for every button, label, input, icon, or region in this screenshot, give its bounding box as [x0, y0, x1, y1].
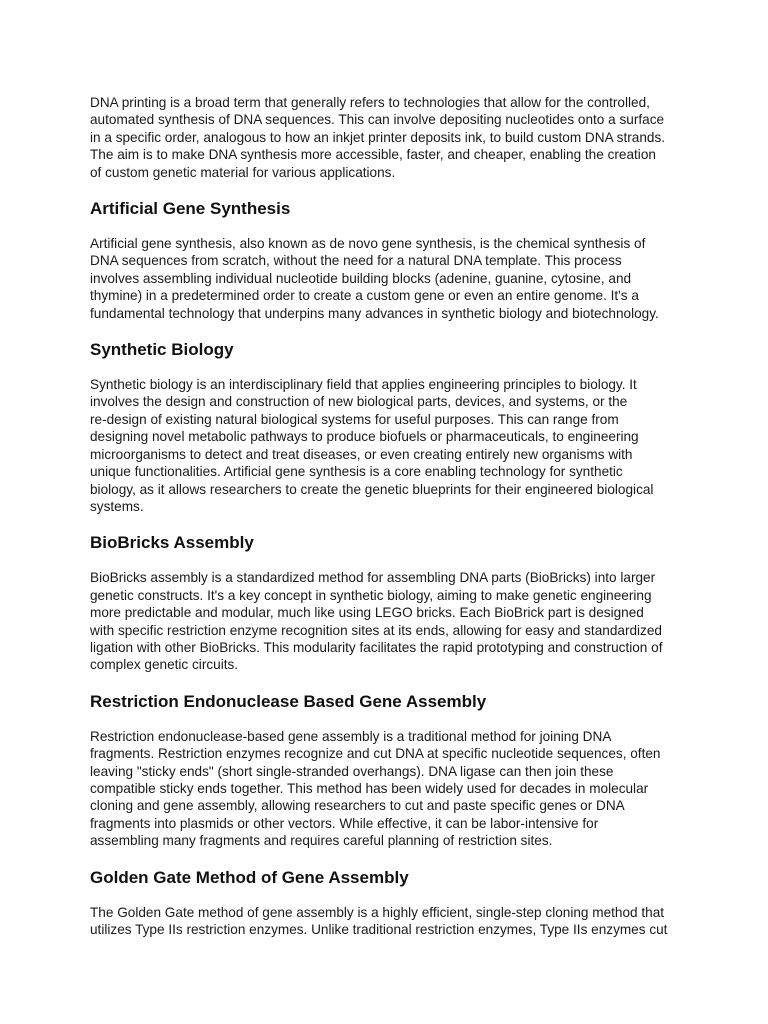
section-golden-gate: [90, 868, 680, 939]
section-heading: Restriction Endonuclease Based Gene Assembly: [90, 691, 487, 711]
section-paragraph: The Golden Gate method of gene assembly is a highly efficient, single-step cloning method that utilizes Type IIs restriction enzymes. Unlike traditional restriction enzymes, Type IIs enzymes cut: [90, 904, 668, 937]
section-restriction-endonuclease: [90, 692, 680, 850]
section-heading: Golden Gate Method of Gene Assembly: [90, 867, 409, 887]
section-heading: Synthetic Biology: [90, 340, 234, 360]
section-paragraph: Artificial gene synthesis, also known as de novo gene synthesis, is the chemical synthesis of DNA sequences from scratch, without the need for a natural DNA template. This process involves assembling individual nucleotide building blocks (adenine, guanine, cytosine, and thymine) in a predetermined order to create a custom gene or even an entire genome. It's a fundamental technology that underpins many advances in synthetic biology and biotechnology.: [90, 236, 659, 321]
section-heading: BioBricks Assembly: [90, 533, 254, 553]
section-paragraph: Synthetic biology is an interdisciplinary field that applies engineering principles to biology. It involves the design and construction of new biological parts, devices, and systems, or the re-design of existing natural biological systems for useful purposes. This can range from designing novel metabolic pathways to produce biofuels or pharmaceuticals, to engineering microorganisms to detect and treat diseases, or even creating entirely new organisms with unique functionalities. Artificial gene synthesis is a core enabling technology for synthetic biology, as it allows researchers to create the genetic blueprints for their engineered biological systems.: [90, 377, 654, 514]
section-artificial-gene-synthesis: [90, 199, 680, 322]
section-paragraph: BioBricks assembly is a standardized method for assembling DNA parts (BioBricks) into larger genetic constructs. It's a key concept in synthetic biology, aiming to make genetic engineering more predictable and modular, much like using LEGO bricks. Each BioBrick part is designed with specific restriction enzyme recognition sites at its ends, allowing for easy and standardized ligation with other BioBricks. This modularity facilitates the rapid prototyping and construction of complex genetic circuits.: [90, 570, 663, 673]
section-biobricks-assembly: [90, 533, 680, 673]
section-paragraph: Restriction endonuclease-based gene assembly is a traditional method for joining DNA fragments. Restriction enzymes recognize and cut DNA at specific nucleotide sequences, often leaving "sticky ends" (short single-stranded overhangs). DNA ligase can then join these compatible sticky ends together. This method has been widely used for decades in molecular cloning and gene assembly, allowing researchers to cut and paste specific genes or DNA fragments into plasmids or other vectors. While effective, it can be labor-intensive for assembling many fragments and requires careful planning of restriction sites.: [90, 728, 661, 849]
section-synthetic-biology: [90, 340, 680, 515]
intro-paragraph: DNA printing is a broad term that generally refers to technologies that allow for the controlled, automated synthesis of DNA sequences. This can involve depositing nucleotides onto a surface in a specific order, analogous to how an inkjet printer deposits ink, to build custom DNA strands. The aim is to make DNA synthesis more accessible, faster, and cheaper, enabling the creation of custom genetic material for various applications.: [90, 95, 666, 180]
section-heading: Artificial Gene Synthesis: [90, 199, 291, 219]
